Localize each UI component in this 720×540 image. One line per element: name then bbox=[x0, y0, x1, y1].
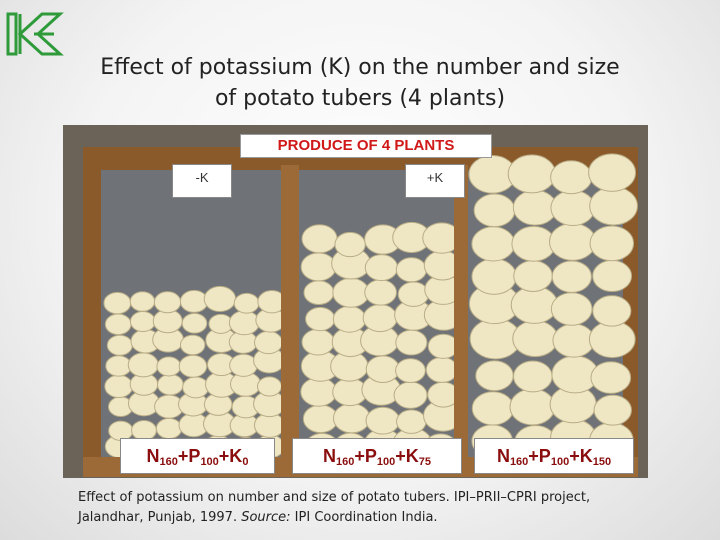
tag-plus-k: +K bbox=[405, 164, 465, 198]
caption-source-text: IPI Coordination India. bbox=[290, 510, 438, 525]
title-line-2: of potato tubers (4 plants) bbox=[214, 86, 506, 111]
title-line-1: Effect of potassium (K) on the number and size bbox=[100, 55, 620, 80]
formula-k150: $N_{160}+P_{100}+K_{150}$ bbox=[474, 438, 634, 474]
slide-caption bbox=[78, 488, 678, 528]
formula-k0: $N_{160}+P_{100}+K_0$ bbox=[120, 438, 275, 474]
ipi-logo bbox=[4, 6, 68, 58]
potato-crate-photo bbox=[63, 125, 648, 478]
formula-k75: $N_{160}+P_{100}+K_{75}$ bbox=[292, 438, 462, 474]
caption-source-label: Source: bbox=[241, 510, 291, 525]
caption-line-1: Effect of potassium on number and size of potato tubers. IPI–PRII–CPRI project, bbox=[78, 490, 591, 505]
produce-banner: PRODUCE OF 4 PLANTS bbox=[240, 134, 492, 158]
tag-minus-k: -K bbox=[172, 164, 232, 198]
slide-title bbox=[70, 52, 650, 114]
caption-line-2: Jalandhar, Punjab, 1997. bbox=[78, 510, 242, 525]
crate-illustration bbox=[63, 125, 648, 478]
